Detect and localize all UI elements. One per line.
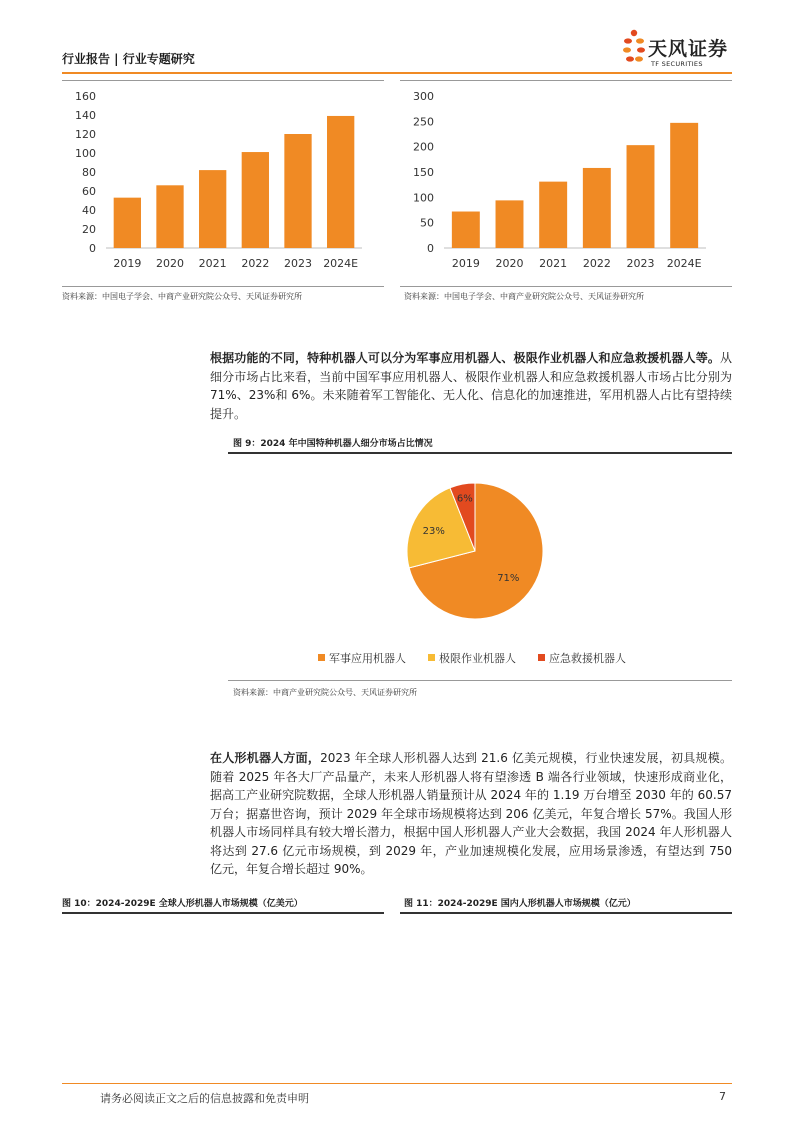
- chart2-ytick-4: 200: [413, 140, 434, 154]
- chart1-bar-2022: [242, 152, 269, 248]
- footer-rule: [62, 1083, 732, 1084]
- chart2-bottom-rule: [400, 286, 732, 287]
- chart1-ytick-4: 80: [82, 166, 96, 179]
- figure10-caption: 图 10：2024-2029E 全球人形机器人市场规模（亿美元）: [62, 899, 303, 909]
- chart2-ytick-5: 250: [413, 115, 434, 129]
- chart2-xtick-2: 2021: [539, 257, 568, 270]
- chart2-bar-2024E: [670, 123, 698, 248]
- chart2-ytick-1: 50: [420, 216, 434, 230]
- chart2-bar-2021: [539, 182, 567, 248]
- legend-item-military: [318, 650, 406, 666]
- figure11-caption: 图 11：2024-2029E 国内人形机器人市场规模（亿元）: [404, 899, 636, 909]
- chart1-source: 资料来源：中国电子学会、中商产业研究院公众号、天风证券研究所: [62, 292, 302, 301]
- page-number: 7: [719, 1090, 726, 1103]
- paragraph-humanoid-bold: 在人形机器人方面，: [210, 751, 321, 765]
- chart2-xtick-0: 2019: [451, 257, 480, 270]
- chart1-bar-2020: [156, 185, 183, 248]
- chart1-ytick-8: 160: [75, 90, 96, 103]
- chart1-xtick-3: 2022: [241, 257, 270, 270]
- chart2-ytick-0: 0: [427, 242, 434, 255]
- pie-label-rescue: 6%: [456, 493, 473, 505]
- paragraph-humanoid-text: 2023 年全球人形机器人达到 21.6 亿美元规模，行业快速发展，初具规模。随着 2025 年各大厂产品量产，未来人形机器人将有望渗透 B 端各行业领域，快速形成商业化，据高工产业研究院数据，全球人形机器人销量预计从 2024 年的 1.19 万台增至 2030 年的 60.57 万台；据嘉世咨询，预计 2029 年全球市场规模将达到 206 亿美元，年复合增长 57%。我国人形机器人市场同样具有较大增长潜力，根据中国人形机器人产业大会数据，我国 2024 年人形机器人将达到 27.6 亿元市场规模，到 2029 年，产业加速规模化发展，应用场景渗透，有望达到 750 亿元，年复合增长超过 90%。: [210, 751, 732, 876]
- legend-swatch-extreme: [428, 654, 435, 661]
- figure9-top-rule: [228, 452, 732, 454]
- legend-label-extreme: 极限作业机器人: [439, 652, 516, 665]
- figure9-caption: 图 9：2024 年中国特种机器人细分市场占比情况: [233, 439, 433, 449]
- paragraph-special-robots: [210, 349, 732, 423]
- logo-icon: [622, 28, 646, 68]
- chart2-source: 资料来源：中国电子学会、中商产业研究院公众号、天风证券研究所: [404, 292, 644, 301]
- legend-label-military: 军事应用机器人: [329, 652, 406, 665]
- header-rule: [62, 72, 732, 74]
- chart1-ytick-0: 0: [89, 242, 96, 255]
- chart1-ytick-2: 40: [82, 204, 96, 217]
- chart2-xtick-3: 2022: [582, 257, 611, 270]
- chart1-xtick-5: 2024E: [323, 257, 359, 270]
- chart1-bar-2024E: [327, 116, 354, 248]
- legend-item-extreme: [428, 650, 516, 666]
- report-header-title: 行业报告 | 行业专题研究: [62, 52, 195, 66]
- chart1-bar-2019: [114, 198, 141, 248]
- chart1-bar-2021: [199, 170, 226, 248]
- chart1-bottom-rule: [62, 286, 384, 287]
- chart1-ytick-6: 120: [75, 128, 96, 141]
- chart1-xtick-4: 2023: [284, 257, 312, 270]
- chart1-xtick-1: 2020: [156, 257, 184, 270]
- pie-chart: [400, 478, 550, 624]
- legend-label-rescue: 应急救援机器人: [549, 652, 626, 665]
- footer-disclaimer: 请务必阅读正文之后的信息披露和免责申明: [100, 1092, 309, 1105]
- figure10-rule: [62, 912, 384, 914]
- chart2-xtick-1: 2020: [495, 257, 524, 270]
- bar-chart-2: [400, 84, 732, 276]
- chart2-xtick-5: 2024E: [666, 257, 702, 270]
- legend-swatch-rescue: [538, 654, 545, 661]
- chart1-xtick-0: 2019: [113, 257, 142, 270]
- chart2-bar-2023: [627, 145, 655, 248]
- chart1-bar-2023: [284, 134, 311, 248]
- paragraph-special-robots-text: 从细分市场占比来看，当前中国军事应用机器人、极限作业机器人和应急救援机器人市场占比分别为 71%、23%和 6%。未来随着军工智能化、无人化、信息化的加速推进，军用机器人占比有望持续提升。: [210, 351, 732, 421]
- chart1-top-rule: [62, 80, 384, 81]
- pie-label-extreme: 23%: [422, 526, 445, 538]
- chart1-xtick-2: 2021: [198, 257, 227, 270]
- legend-swatch-military: [318, 654, 325, 661]
- chart2-ytick-3: 150: [413, 166, 434, 179]
- figure9-source: 资料来源：中商产业研究院公众号、天风证券研究所: [233, 688, 417, 697]
- bar-chart-1: [62, 84, 384, 276]
- chart1-ytick-1: 20: [82, 223, 96, 236]
- chart1-ytick-5: 100: [75, 147, 96, 160]
- chart2-xtick-4: 2023: [626, 257, 655, 270]
- logo-subtext: TF SECURITIES: [651, 60, 703, 68]
- chart2-top-rule: [400, 80, 732, 81]
- figure11-rule: [400, 912, 732, 914]
- chart2-bar-2019: [452, 212, 480, 248]
- chart2-bar-2020: [496, 200, 524, 248]
- chart1-ytick-7: 140: [75, 109, 96, 122]
- logo-text: 天风证券: [648, 38, 729, 60]
- chart2-bar-2022: [583, 168, 611, 248]
- chart2-ytick-6: 300: [413, 90, 434, 103]
- legend-item-rescue: [538, 650, 626, 666]
- paragraph-special-robots-bold: 根据功能的不同，特种机器人可以分为军事应用机器人、极限作业机器人和应急救援机器人等。: [210, 351, 720, 365]
- paragraph-humanoid: [210, 749, 732, 879]
- chart1-ytick-3: 60: [82, 185, 96, 198]
- chart2-ytick-2: 100: [413, 191, 434, 205]
- pie-label-military: 71%: [497, 572, 520, 584]
- figure9-bottom-rule: [228, 680, 732, 681]
